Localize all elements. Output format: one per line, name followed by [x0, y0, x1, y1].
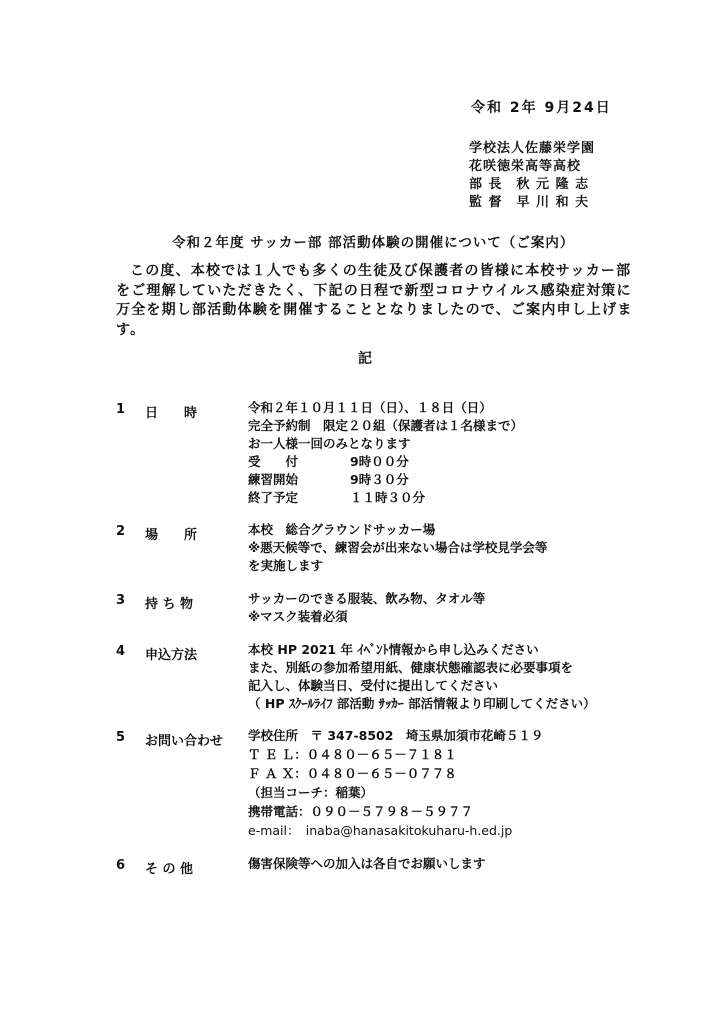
application-line: （ HP ｽｸｰﾙﾗｲﾌ 部活動 ｻｯｶｰ 部活情報より印刷してください） — [248, 696, 596, 711]
place-bad-weather-note-cont: を実施します — [248, 558, 324, 573]
schedule-label: 練習開始 — [248, 472, 299, 487]
section-number: 1 — [116, 402, 126, 417]
section-label-datetime: 日 時 — [145, 406, 198, 421]
schedule-time: １１時３０分 — [350, 490, 426, 505]
ki-heading: 記 — [358, 351, 372, 367]
application-line: 本校 HP 2021 年 ｲﾍﾞﾝﾄ情報から申し込みください — [248, 642, 539, 657]
other-insurance-note: 傷害保険等への加入は各自でお願いします — [248, 856, 486, 871]
intro-paragraph — [116, 262, 633, 340]
schedule-label: 受 付 — [248, 454, 299, 469]
section-label-place: 場 所 — [145, 528, 198, 543]
intro-line: をご理解していただきたく、下記の日程で新型コロナウイルス感染症対策に — [116, 282, 632, 299]
contact-tel: Ｔ Ｅ Ｌ：０４８０－６５－７１８１ — [248, 747, 457, 762]
contact-address: 学校住所 〒 347-8502 埼玉県加須市花崎５１９ — [248, 728, 544, 743]
section-number: 5 — [116, 730, 126, 745]
place-venue: 本校 総合グラウンドサッカー場 — [248, 522, 436, 537]
section-number: 3 — [116, 593, 126, 608]
application-line: 記入し、体験当日、受付に提出してください — [248, 678, 499, 693]
schedule-time: 9時３０分 — [350, 472, 409, 487]
datetime-reservation: 完全予約制 限定２０組（保護者は１名様まで） — [248, 418, 524, 433]
section-label-belongings: 持 ち 物 — [145, 597, 194, 612]
section-label-application: 申込方法 — [145, 648, 198, 663]
belongings-list: サッカーのできる服装、飲み物、タオル等 — [248, 591, 486, 606]
section-label-other: そ の 他 — [145, 862, 194, 877]
document-date: 令和 2年 9月24日 — [471, 100, 612, 116]
place-bad-weather-note: ※悪天候等で、練習会が出来ない場合は学校見学会等 — [248, 540, 548, 555]
intro-line: す。 — [116, 321, 146, 338]
schedule-label: 終了予定 — [248, 490, 299, 505]
sender-school-corp: 学校法人佐藤栄学園 — [469, 141, 596, 156]
contact-fax: Ｆ Ａ Ｘ：０４８０－６５－０７７８ — [248, 766, 457, 781]
document-title: 令和２年度 サッカー部 部活動体験の開催について（ご案内） — [172, 235, 575, 251]
contact-mobile: 携帯電話：０９０－５７９８－５９７７ — [248, 804, 474, 819]
contact-coach: （担当コーチ：稲葉） — [248, 785, 374, 800]
section-number: 2 — [116, 524, 126, 539]
section-number: 4 — [116, 644, 126, 659]
intro-line: 万全を期し部活動体験を開催することとなりましたので、ご案内申し上げま — [116, 302, 633, 318]
sender-school-name: 花咲徳栄高等高校 — [469, 159, 582, 174]
application-line: また、別紙の参加希望用紙、健康状態確認表に必要事項を — [248, 660, 574, 675]
contact-email[interactable]: e-mail： inaba@hanasakitokuharu-h.ed.jp — [248, 823, 513, 838]
sender-coach: 監 督 早 川 和 夫 — [469, 195, 590, 210]
belongings-mask-note: ※マスク装着必須 — [248, 609, 348, 624]
datetime-once-only: お一人様一回のみとなります — [248, 436, 411, 451]
intro-line: この度、本校では１人でも多くの生徒及び保護者の皆様に本校サッカー部 — [130, 263, 632, 279]
section-label-contact: お問い合わせ — [145, 734, 224, 749]
datetime-dates: 令和２年１０月１１日（日）、１８日（日） — [248, 400, 492, 415]
schedule-time: 9時００分 — [350, 454, 409, 469]
section-number: 6 — [116, 858, 126, 873]
sender-club-head: 部 長 秋 元 隆 志 — [469, 177, 590, 192]
